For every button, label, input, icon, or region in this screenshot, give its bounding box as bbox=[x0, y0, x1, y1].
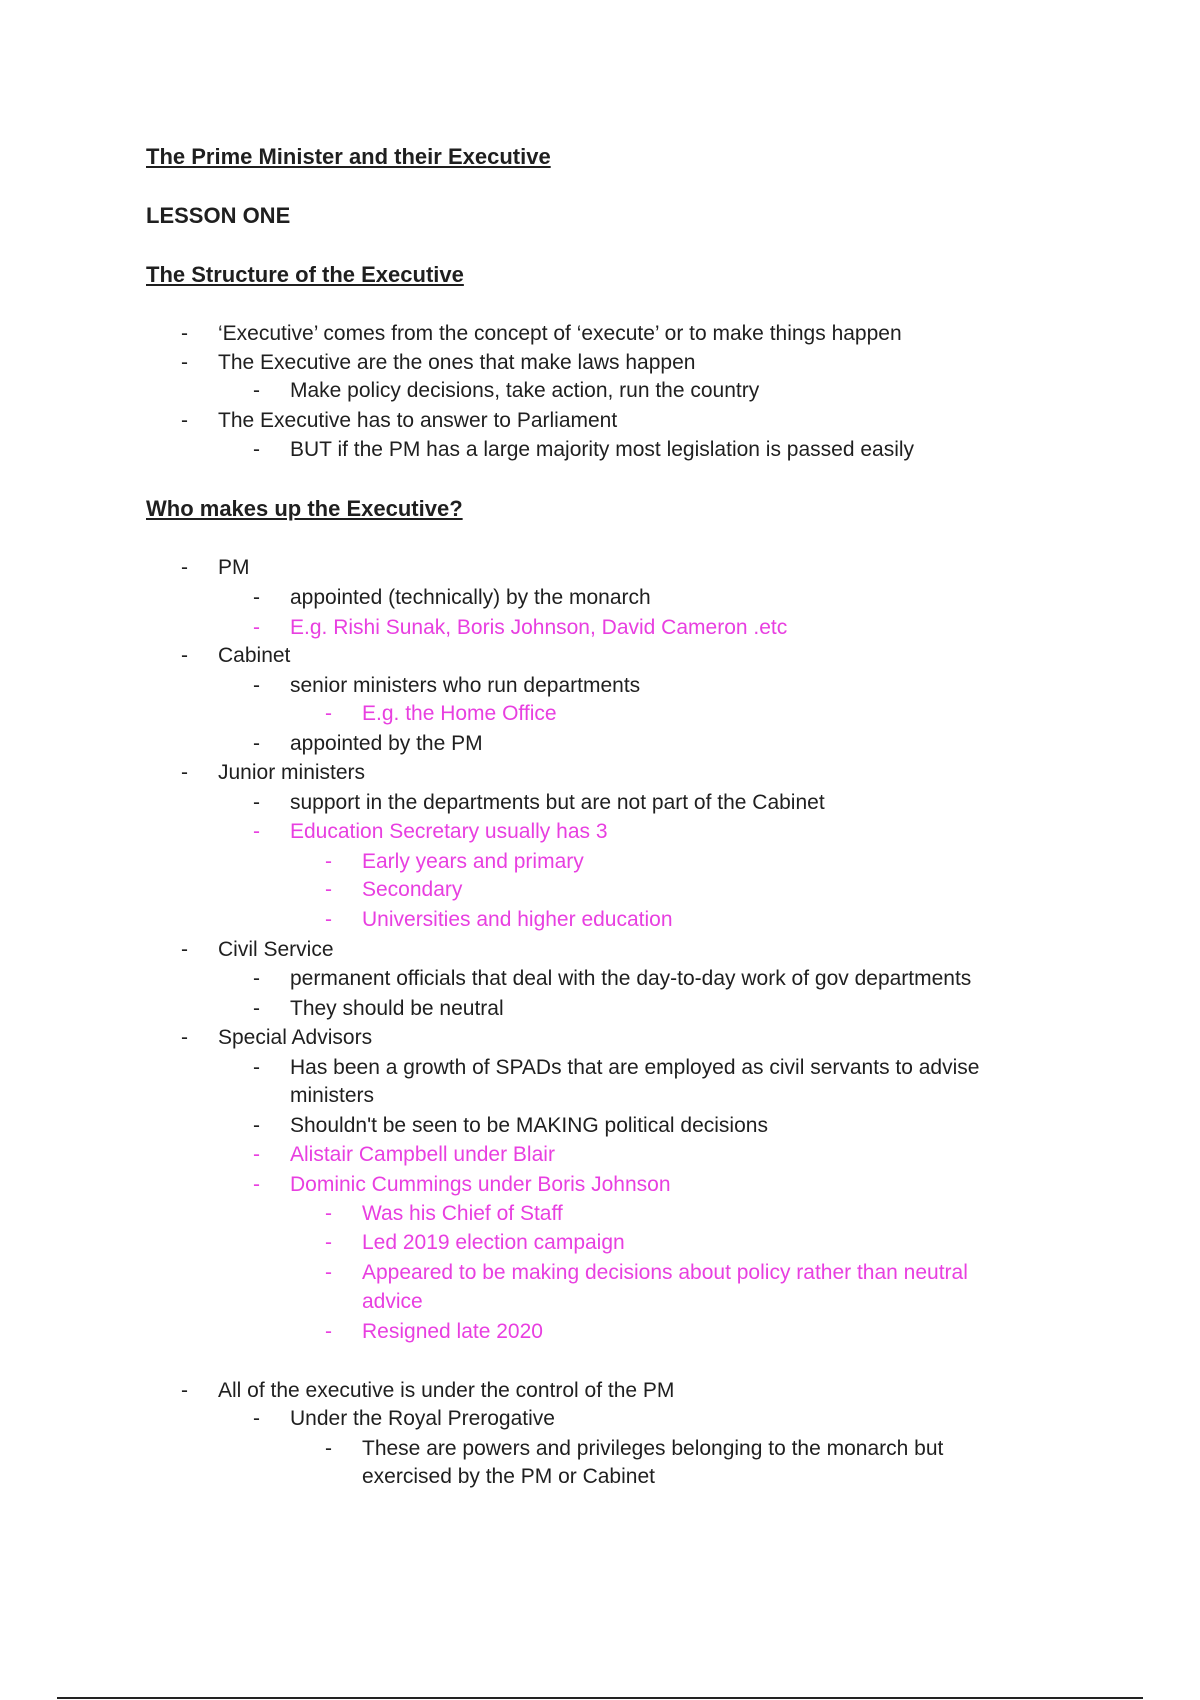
footer-divider bbox=[57, 1697, 1143, 1699]
bullet-dash: - bbox=[253, 616, 260, 639]
bullet-dash: - bbox=[253, 379, 260, 402]
bullet-text: E.g. the Home Office bbox=[362, 702, 557, 725]
bullet-text: The Executive has to answer to Parliament bbox=[218, 409, 618, 432]
bullet-text: Under the Royal Prerogative bbox=[290, 1407, 555, 1430]
bullet-text: BUT if the PM has a large majority most legislation is passed easily bbox=[290, 438, 915, 461]
bullet-text: Has been a growth of SPADs that are employed as civil servants to advise bbox=[290, 1056, 980, 1079]
bullet-text: Alistair Campbell under Blair bbox=[290, 1143, 555, 1166]
bullet-dash: - bbox=[253, 438, 260, 461]
bullet-dash: - bbox=[253, 791, 260, 814]
bullet-text: Secondary bbox=[362, 878, 463, 901]
bullet-dash: - bbox=[325, 1231, 332, 1254]
bullet-dash: - bbox=[253, 732, 260, 755]
bullet-dash: - bbox=[325, 850, 332, 873]
bullet-dash: - bbox=[253, 1407, 260, 1430]
bullet-dash: - bbox=[325, 1437, 332, 1460]
bullet-text: Early years and primary bbox=[362, 850, 584, 873]
bullet-dash: - bbox=[325, 1320, 332, 1343]
bullet-text-continued: advice bbox=[362, 1290, 423, 1313]
bullet-text: ‘Executive’ comes from the concept of ‘execute’ or to make things happen bbox=[218, 322, 902, 345]
bullet-text: senior ministers who run departments bbox=[290, 674, 641, 697]
bullet-text: These are powers and privileges belonging to the monarch but bbox=[362, 1437, 944, 1460]
bullet-dash: - bbox=[253, 997, 260, 1020]
bullet-dash: - bbox=[325, 1202, 332, 1225]
bullet-text: Dominic Cummings under Boris Johnson bbox=[290, 1173, 671, 1196]
bullet-dash: - bbox=[181, 938, 188, 961]
bullet-dash: - bbox=[181, 644, 188, 667]
bullet-text: Led 2019 election campaign bbox=[362, 1231, 625, 1254]
bullet-dash: - bbox=[253, 820, 260, 843]
bullet-text: PM bbox=[218, 556, 250, 579]
section-heading-structure: The Structure of the Executive bbox=[146, 262, 464, 287]
bullet-text: support in the departments but are not part of the Cabinet bbox=[290, 791, 825, 814]
bullet-text: Resigned late 2020 bbox=[362, 1320, 543, 1343]
bullet-text: Junior ministers bbox=[218, 761, 366, 784]
bullet-text: All of the executive is under the control of the PM bbox=[218, 1379, 675, 1402]
bullet-text-continued: exercised by the PM or Cabinet bbox=[362, 1465, 655, 1488]
bullet-dash: - bbox=[253, 586, 260, 609]
bullet-text: Was his Chief of Staff bbox=[362, 1202, 563, 1225]
bullet-text: appointed (technically) by the monarch bbox=[290, 586, 651, 609]
bullet-dash: - bbox=[253, 1173, 260, 1196]
bullet-dash: - bbox=[253, 967, 260, 990]
bullet-dash: - bbox=[181, 761, 188, 784]
bullet-dash: - bbox=[325, 878, 332, 901]
bullet-dash: - bbox=[325, 702, 332, 725]
bullet-text: Cabinet bbox=[218, 644, 291, 667]
bullet-text: Civil Service bbox=[218, 938, 334, 961]
bullet-dash: - bbox=[253, 1114, 260, 1137]
lesson-heading: LESSON ONE bbox=[146, 203, 291, 228]
bullet-dash: - bbox=[181, 1026, 188, 1049]
bullet-text: E.g. Rishi Sunak, Boris Johnson, David Cameron .etc bbox=[290, 616, 788, 639]
bullet-dash: - bbox=[181, 351, 188, 374]
bullet-text: They should be neutral bbox=[290, 997, 504, 1020]
bullet-dash: - bbox=[181, 322, 188, 345]
bullet-text: Special Advisors bbox=[218, 1026, 373, 1049]
bullet-text: Appeared to be making decisions about policy rather than neutral bbox=[362, 1261, 968, 1284]
bullet-text-continued: ministers bbox=[290, 1084, 375, 1107]
bullet-text: Shouldn't be seen to be MAKING political decisions bbox=[290, 1114, 768, 1137]
bullet-text: Universities and higher education bbox=[362, 908, 673, 931]
bullet-dash: - bbox=[253, 1056, 260, 1079]
bullet-text: Make policy decisions, take action, run the country bbox=[290, 379, 760, 402]
bullet-text: The Executive are the ones that make laws happen bbox=[218, 351, 696, 374]
document-title: The Prime Minister and their Executive bbox=[146, 144, 551, 169]
bullet-dash: - bbox=[253, 1143, 260, 1166]
bullet-dash: - bbox=[253, 674, 260, 697]
bullet-dash: - bbox=[181, 1379, 188, 1402]
bullet-dash: - bbox=[325, 908, 332, 931]
bullet-text: appointed by the PM bbox=[290, 732, 483, 755]
bullet-text: permanent officials that deal with the day-to-day work of gov departments bbox=[290, 967, 972, 990]
bullet-dash: - bbox=[181, 409, 188, 432]
bullet-dash: - bbox=[325, 1261, 332, 1284]
bullet-text: Education Secretary usually has 3 bbox=[290, 820, 608, 843]
section-heading-who: Who makes up the Executive? bbox=[146, 496, 463, 521]
bullet-dash: - bbox=[181, 556, 188, 579]
